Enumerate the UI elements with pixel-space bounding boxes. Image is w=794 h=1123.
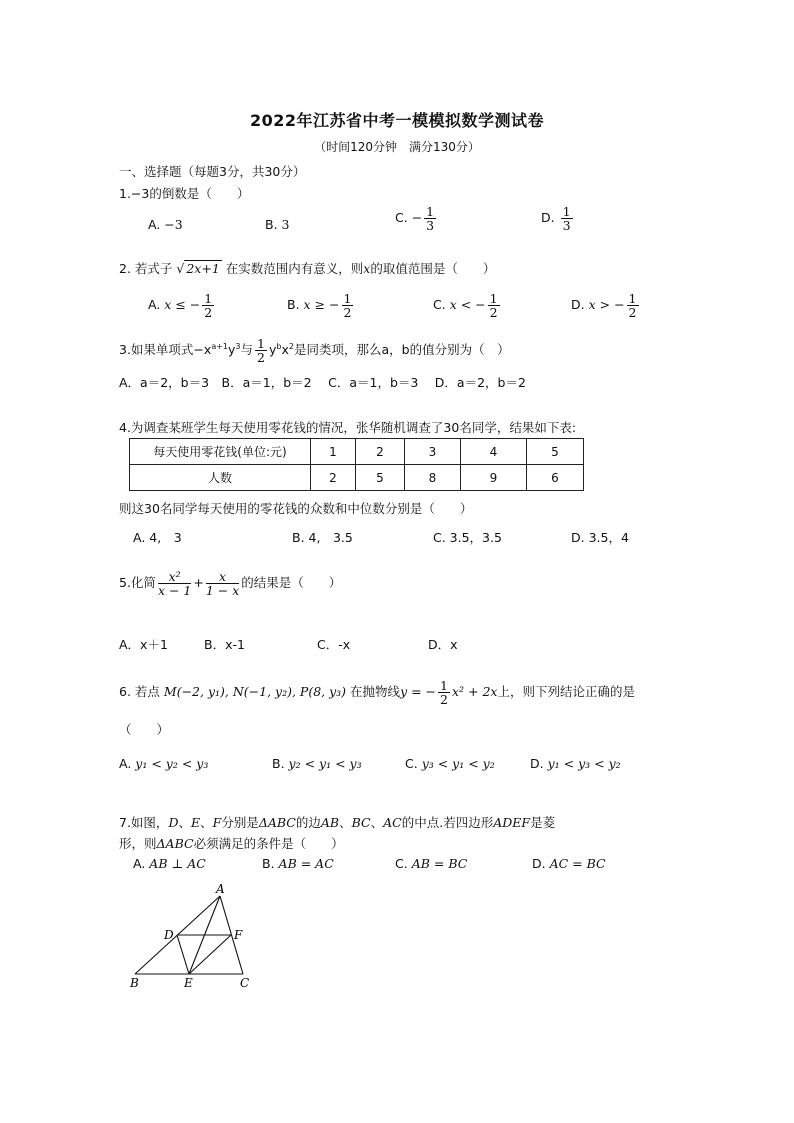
table-cell: 4 [461, 439, 527, 465]
label-c: C [240, 976, 250, 990]
table-cell: 2 [356, 439, 405, 465]
table-cell: 3 [405, 439, 461, 465]
label-b: B [130, 976, 139, 990]
table-header-cell: 每天使用零花钱(单位:元) [130, 439, 311, 465]
q7-option-c: C. AB = BC [395, 856, 468, 871]
q5-option-c: C．-x [317, 637, 351, 652]
triangle-figure [120, 880, 270, 995]
q1-option-b: B. 3 [265, 217, 290, 232]
table-row [130, 465, 584, 491]
table-cell: 1 [311, 439, 356, 465]
label-d: D [164, 928, 174, 942]
table-header-cell: 人数 [130, 465, 311, 491]
q1-option-c: C. − $\frac{1}{3}$ [395, 204, 435, 234]
sqrt-symbol: √ [176, 261, 185, 276]
question-3-stem: 3.如果单项式$-x^{a+1}y^3$与 $\frac{1}{2}$ $y^bx^2$是同类项，那么a，b的值分别为（ ） [119, 336, 510, 366]
section-heading: 一、选择题（每题3分，共30分） [119, 164, 306, 179]
q7-option-a: A. AB ⊥ AC [133, 856, 206, 871]
question-6-paren: （ ） [119, 722, 170, 737]
question-6-stem: 6. 若点 M(−2, y₁), N(−1, y₂), P(8, y₃) 在抛物线y = − $\frac{1}{2}$ x² + 2x上，则下列结论正确的是 [119, 678, 635, 708]
segment-de [177, 935, 189, 974]
q7-option-b: B. AB = AC [262, 856, 334, 871]
q4-option-a: A. 4, 3 [133, 530, 182, 545]
question-7-line2: 形，则ΔABC必须满足的条件是（ ） [119, 836, 344, 851]
question-1-stem: 1.−3的倒数是（ ） [119, 186, 250, 201]
q3-options: A．a＝2，b＝3 B．a＝1，b＝2 C．a＝1，b＝3 D．a＝2，b＝2 [119, 375, 526, 390]
pocket-money-table [129, 438, 584, 491]
question-4-question: 则这30名同学每天使用的零花钱的众数和中位数分别是（ ） [119, 501, 473, 516]
label-f: F [234, 928, 243, 942]
q6-option-c: C. y₃ < y₁ < y₂ [405, 756, 495, 771]
table-cell: 5 [527, 439, 584, 465]
q7-option-d: D. AC = BC [532, 856, 606, 871]
table-row [130, 439, 584, 465]
table-cell: 6 [527, 465, 584, 491]
table-cell: 5 [356, 465, 405, 491]
question-4-stem: 4.为调查某班学生每天使用零花钱的情况，张华随机调查了30名同学，结果如下表: [119, 420, 577, 435]
question-5-stem: 5.化简 $\frac{\text{x²}}{x - 1}$ + $\frac{x}{1 - x}$ 的结果是（ ） [119, 569, 342, 599]
table-cell: 8 [405, 465, 461, 491]
q6-option-b: B. y₂ < y₁ < y₃ [272, 756, 362, 771]
q4-option-d: D. 3.5，4 [571, 530, 629, 545]
q4-option-c: C. 3.5，3.5 [433, 530, 502, 545]
question-7-line1: 7.如图，D、E、F分别是ΔABC的边AB、BC、AC的中点.若四边形ADEF是菱 [119, 815, 556, 830]
label-a: A [216, 882, 225, 896]
q2-option-a: A. x ≤ − $\frac{1}{2}$ [148, 291, 213, 321]
table-cell: 9 [461, 465, 527, 491]
page-title: 2022年江苏省中考一模模拟数学测试卷 [249, 111, 545, 130]
table-cell: 2 [311, 465, 356, 491]
q6-option-d: D. y₁ < y₃ < y₂ [530, 756, 621, 771]
q2-option-d: D. x > − $\frac{1}{2}$ [571, 291, 637, 321]
exam-info: （时间120分钟 满分130分） [314, 140, 480, 154]
q6-option-a: A. y₁ < y₂ < y₃ [119, 756, 209, 771]
label-e: E [184, 976, 193, 990]
q1-option-d: D. $\frac{1}{3}$ [541, 204, 571, 234]
segment-ef [189, 935, 231, 974]
q5-option-a: A．x＋1 [119, 637, 168, 652]
q5-option-d: D．x [428, 637, 458, 652]
q1-option-a: A. −3 [148, 217, 183, 232]
question-2-stem: 2. 若式子 √ 2x+1 在实数范围内有意义，则x的取值范围是（ ） [119, 261, 496, 276]
q2-option-c: C. x < − $\frac{1}{2}$ [433, 291, 498, 321]
q2-option-b: B. x ≥ − $\frac{1}{2}$ [287, 291, 352, 321]
q4-option-b: B. 4, 3.5 [292, 530, 353, 545]
q5-option-b: B．x-1 [204, 637, 245, 652]
